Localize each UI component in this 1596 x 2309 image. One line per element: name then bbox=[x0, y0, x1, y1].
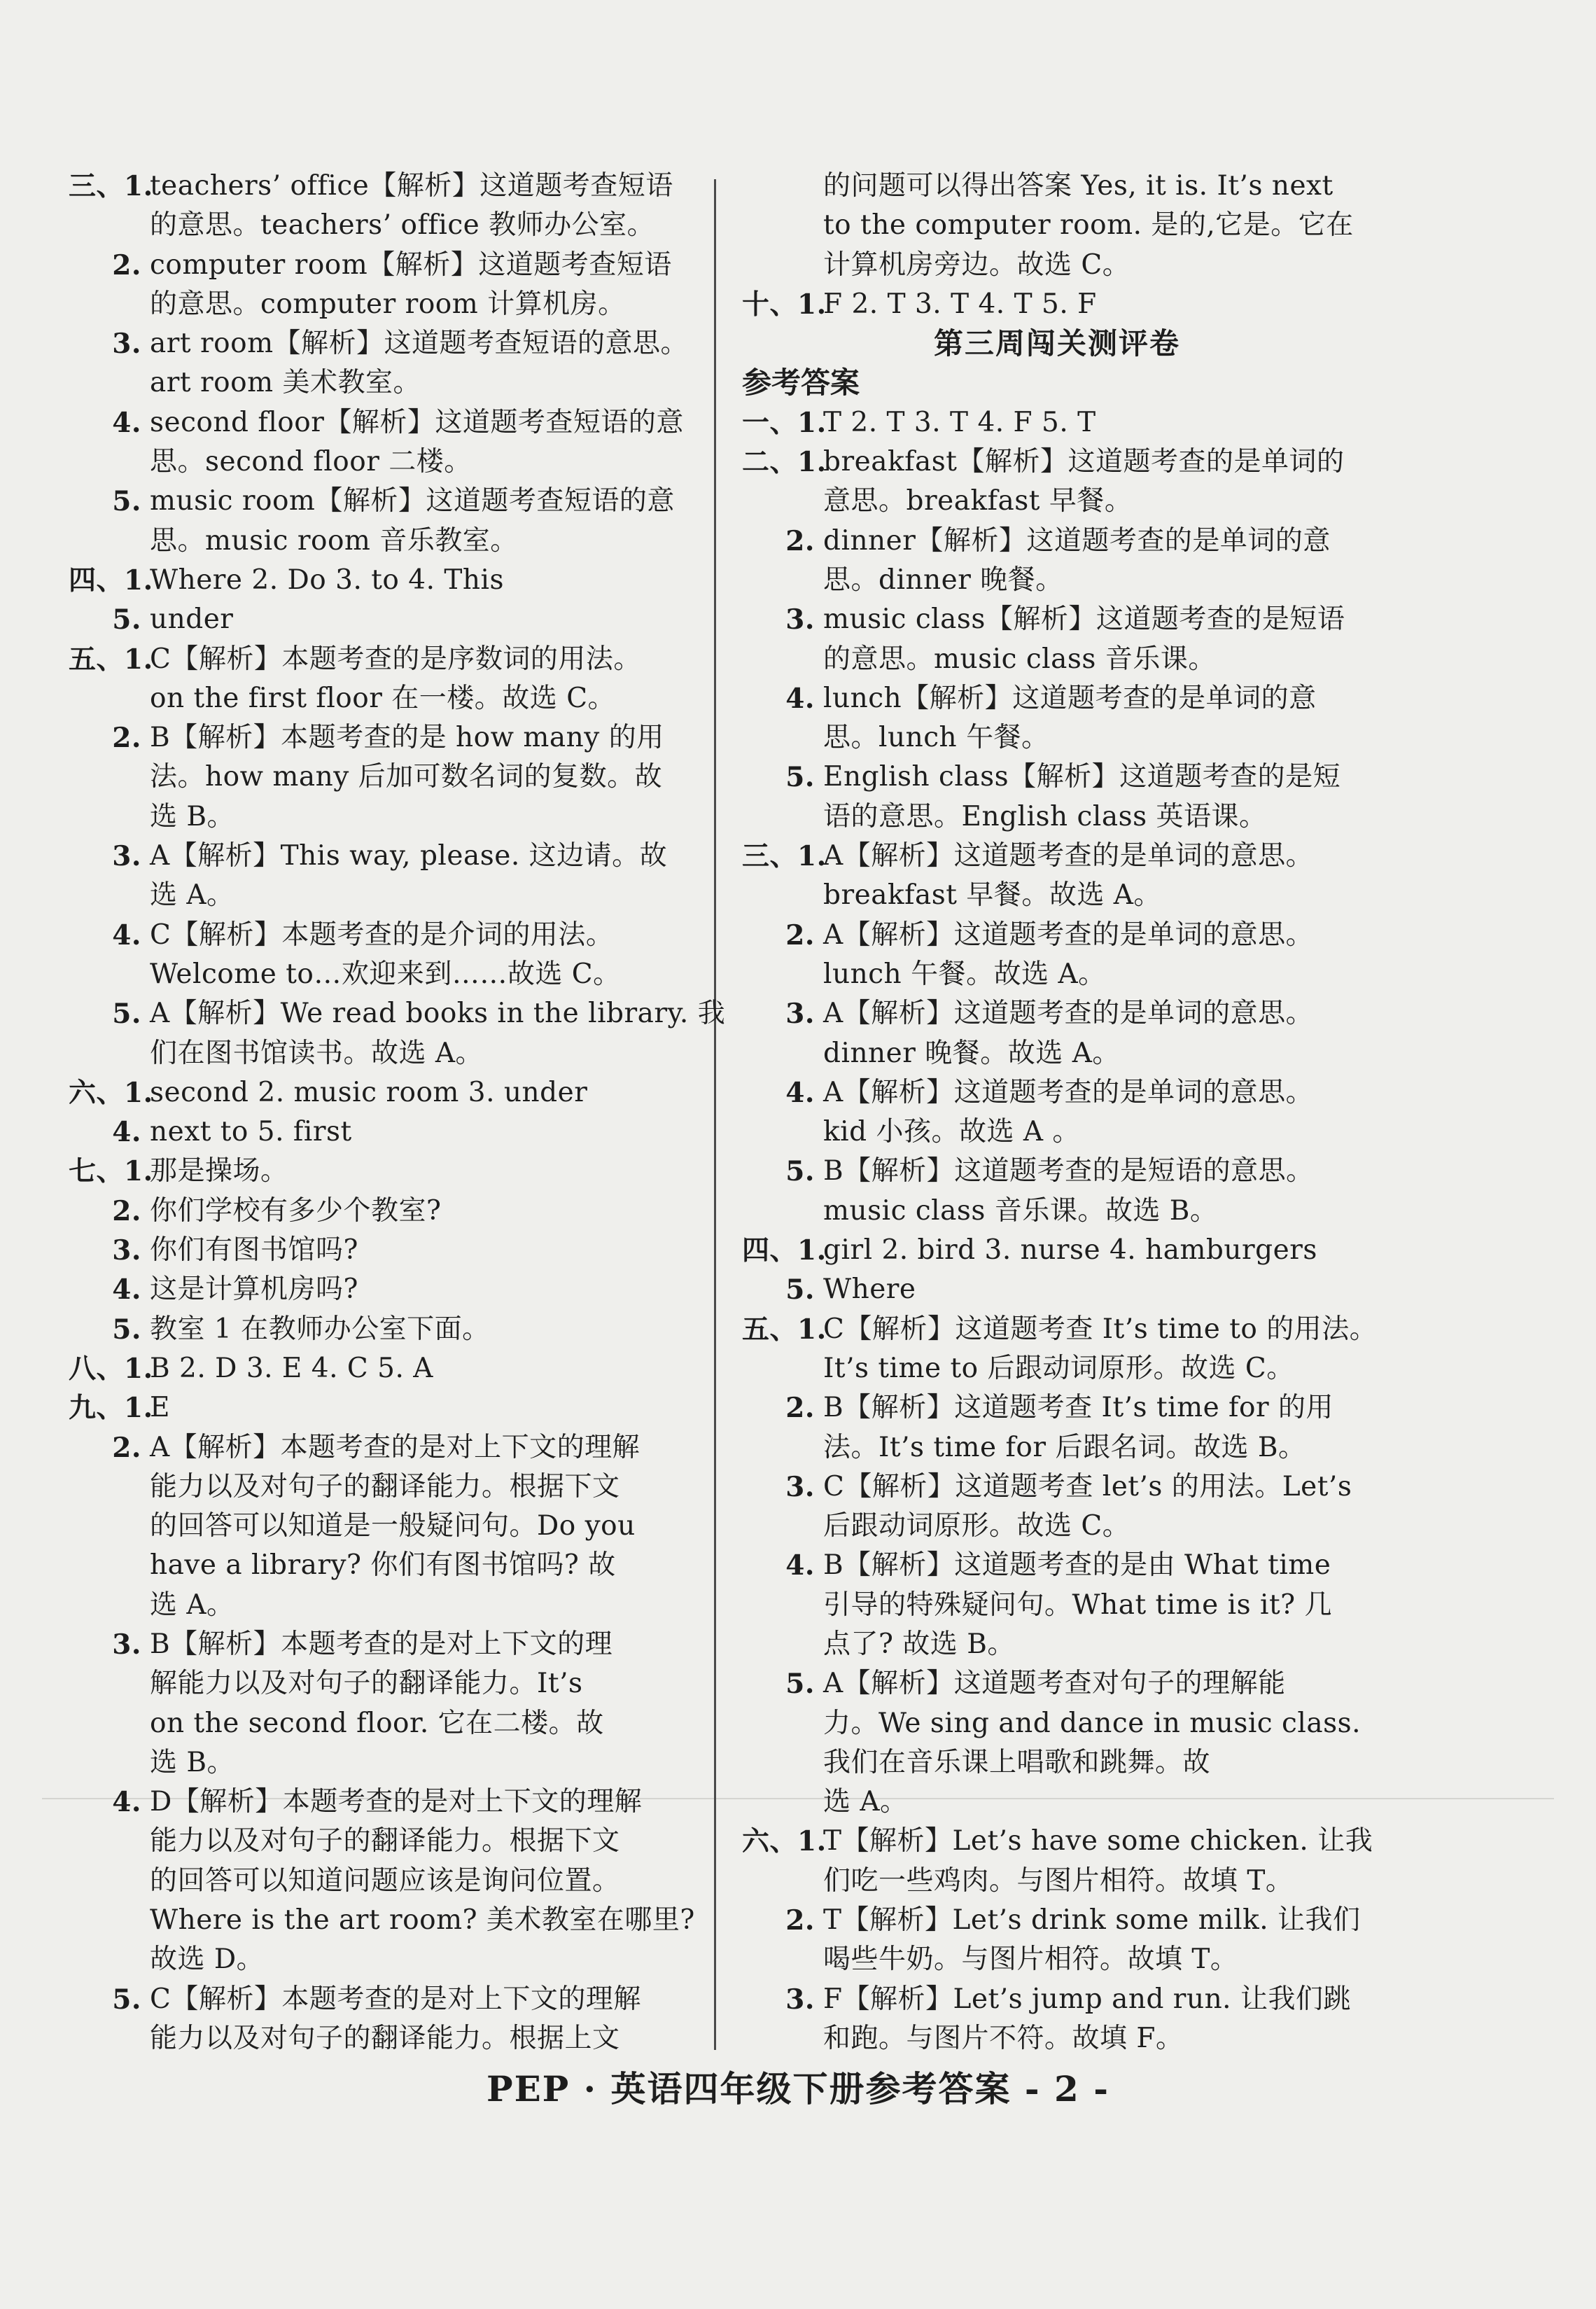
answer-line bbox=[69, 167, 699, 206]
answer-line bbox=[69, 1270, 699, 1309]
answer-line bbox=[742, 1940, 1372, 1979]
answer-text: A【解析】This way, please. 这边请。故 bbox=[150, 840, 668, 872]
answer-line bbox=[742, 1192, 1372, 1231]
answer-text: A【解析】这道题考查对句子的理解能 bbox=[823, 1668, 1286, 1700]
item-number: 九、1. bbox=[69, 1392, 153, 1425]
answer-line bbox=[69, 1073, 699, 1112]
answer-text: 法。It’s time for 后跟名词。故选 B。 bbox=[823, 1431, 1306, 1463]
answer-line bbox=[69, 758, 699, 797]
answer-text: 我们在音乐课上唱歌和跳舞。故 bbox=[823, 1746, 1211, 1778]
answer-line bbox=[742, 1980, 1372, 2019]
right-column bbox=[742, 167, 1378, 2058]
answer-line bbox=[69, 1664, 699, 1703]
answer-text: under bbox=[150, 604, 234, 636]
answer-line bbox=[742, 994, 1372, 1033]
answer-text: 选 B。 bbox=[150, 1746, 235, 1778]
answer-line bbox=[69, 994, 726, 1033]
answer-text: E bbox=[150, 1392, 170, 1424]
answer-text: Welcome to…欢迎来到……故选 C。 bbox=[150, 958, 621, 990]
answer-text: Where is the art room? 美术教室在哪里? bbox=[150, 1904, 695, 1937]
answer-line bbox=[742, 1822, 1372, 1861]
answer-text: A【解析】这道题考查的是单词的意思。 bbox=[823, 919, 1314, 951]
answer-text: music class 音乐课。故选 B。 bbox=[823, 1194, 1218, 1227]
answer-line bbox=[69, 1783, 699, 1822]
answer-text: B【解析】本题考查的是对上下文的理 bbox=[150, 1628, 613, 1660]
answer-line bbox=[69, 916, 699, 955]
item-number: 八、1. bbox=[69, 1352, 153, 1385]
left-column bbox=[69, 167, 726, 2058]
answer-line bbox=[69, 1112, 699, 1152]
answer-text: art room【解析】这道题考查短语的意思。 bbox=[150, 328, 689, 360]
item-number: 4. bbox=[785, 1549, 815, 1582]
answer-line bbox=[69, 837, 699, 876]
answer-line bbox=[742, 876, 1372, 915]
answer-line bbox=[69, 1586, 699, 1625]
section-title: 第三周闯关测评卷 bbox=[933, 326, 1180, 361]
answer-line bbox=[69, 1428, 699, 1467]
answer-text: Where 2. Do 3. to 4. This bbox=[150, 564, 505, 596]
column-divider bbox=[714, 179, 716, 2050]
answer-text: breakfast【解析】这道题考查的是单词的 bbox=[823, 446, 1345, 478]
answer-line bbox=[69, 482, 699, 521]
item-number: 3. bbox=[112, 840, 141, 873]
answer-line bbox=[69, 640, 699, 679]
answer-line bbox=[742, 1625, 1372, 1664]
right-top-answers bbox=[742, 167, 1372, 324]
answer-text: T【解析】Let’s have some chicken. 让我 bbox=[823, 1825, 1373, 1857]
answer-line bbox=[69, 1507, 699, 1546]
item-number: 2. bbox=[112, 1194, 141, 1227]
answer-text: A【解析】这道题考查的是单词的意思。 bbox=[823, 998, 1314, 1030]
answer-text: 计算机房旁边。故选 C。 bbox=[823, 249, 1130, 281]
item-number: 三、1. bbox=[742, 840, 827, 873]
answer-text: It’s time to 后跟动词原形。故选 C。 bbox=[823, 1352, 1294, 1384]
right-bottom-answers bbox=[742, 403, 1378, 2058]
answer-line bbox=[742, 1428, 1372, 1467]
item-number: 3. bbox=[785, 1470, 815, 1503]
answer-line bbox=[742, 640, 1372, 679]
answer-text: B【解析】这道题考查的是由 What time bbox=[823, 1549, 1331, 1582]
answer-text: to the computer room. 是的,它是。它在 bbox=[823, 209, 1354, 242]
answer-line bbox=[742, 561, 1372, 600]
answer-line bbox=[69, 1034, 699, 1073]
answer-line bbox=[742, 206, 1372, 245]
answer-text: B【解析】这道题考查 It’s time for 的用 bbox=[823, 1392, 1334, 1424]
item-number: 2. bbox=[785, 1392, 815, 1425]
answer-text: C【解析】这道题考查 let’s 的用法。Let’s bbox=[823, 1470, 1352, 1502]
answer-text: A【解析】这道题考查的是单词的意思。 bbox=[823, 840, 1314, 872]
answer-text: 你们学校有多少个教室? bbox=[150, 1194, 442, 1227]
answer-line bbox=[69, 1822, 699, 1861]
item-number: 2. bbox=[112, 722, 141, 755]
answer-line bbox=[742, 1467, 1372, 1507]
answer-text: 能力以及对句子的翻译能力。根据下文 bbox=[150, 1470, 620, 1502]
answer-line bbox=[69, 442, 699, 482]
item-number: 4. bbox=[112, 1116, 141, 1149]
answer-line bbox=[69, 1862, 699, 1901]
answer-line bbox=[742, 285, 1372, 324]
answer-line bbox=[742, 1388, 1372, 1428]
answer-line bbox=[69, 797, 699, 837]
answer-text: 的意思。computer room 计算机房。 bbox=[150, 288, 626, 320]
answer-line bbox=[69, 403, 699, 442]
answer-line bbox=[69, 1546, 699, 1585]
item-number: 5. bbox=[112, 998, 141, 1031]
answer-line bbox=[69, 679, 699, 718]
answer-line bbox=[742, 246, 1372, 285]
answer-text: teachers’ office【解析】这道题考查短语 bbox=[150, 170, 673, 202]
item-number: 四、1. bbox=[69, 564, 153, 597]
item-number: 3. bbox=[112, 1234, 141, 1267]
answer-line bbox=[742, 1862, 1372, 1901]
item-number: 六、1. bbox=[69, 1076, 153, 1109]
answer-line bbox=[742, 1704, 1372, 1743]
answer-text: music class【解析】这道题考查的是短语 bbox=[823, 604, 1345, 636]
answer-line bbox=[69, 561, 699, 600]
item-number: 2. bbox=[112, 1431, 141, 1464]
answer-text: on the second floor. 它在二楼。故 bbox=[150, 1707, 604, 1739]
answer-text: 意思。breakfast 早餐。 bbox=[823, 485, 1133, 517]
answer-text: 选 A。 bbox=[150, 879, 234, 912]
answer-text: 教室 1 在教师办公室下面。 bbox=[150, 1313, 490, 1345]
answer-line bbox=[742, 522, 1372, 561]
answer-text: breakfast 早餐。故选 A。 bbox=[823, 879, 1161, 912]
item-number: 3. bbox=[785, 604, 815, 636]
item-number: 5. bbox=[112, 1983, 141, 2016]
answer-text: F 2. T 3. T 4. T 5. F bbox=[823, 288, 1097, 320]
item-number: 3. bbox=[112, 1628, 141, 1661]
answer-text: dinner 晚餐。故选 A。 bbox=[823, 1037, 1120, 1069]
answer-text: 选 A。 bbox=[150, 1589, 234, 1621]
answer-text: 思。music room 音乐教室。 bbox=[150, 524, 518, 557]
answer-text: A【解析】这道题考查的是单词的意思。 bbox=[823, 1076, 1314, 1108]
item-number: 2. bbox=[785, 1904, 815, 1937]
answer-text: 们在图书馆读书。故选 A。 bbox=[150, 1037, 484, 1069]
item-number: 2. bbox=[785, 919, 815, 951]
answer-text: 那是操场。 bbox=[150, 1155, 288, 1187]
answer-text: C【解析】本题考查的是序数词的用法。 bbox=[150, 643, 641, 675]
item-number: 四、1. bbox=[742, 1234, 827, 1267]
item-number: 一、1. bbox=[742, 406, 827, 439]
answer-line bbox=[69, 1743, 699, 1783]
answer-line bbox=[742, 1349, 1372, 1388]
item-number: 七、1. bbox=[69, 1155, 153, 1188]
answer-line bbox=[69, 1704, 699, 1743]
item-number: 4. bbox=[785, 1076, 815, 1109]
answers-label: 参考答案 bbox=[742, 365, 860, 400]
item-number: 2. bbox=[112, 249, 141, 281]
answer-text: 点了? 故选 B。 bbox=[823, 1628, 1015, 1660]
answer-line bbox=[742, 1034, 1372, 1073]
item-number: 5. bbox=[785, 1155, 815, 1188]
answer-text: on the first floor 在一楼。故选 C。 bbox=[150, 682, 616, 714]
item-number: 3. bbox=[112, 328, 141, 361]
item-number: 5. bbox=[785, 1668, 815, 1701]
answer-text: B 2. D 3. E 4. C 5. A bbox=[150, 1352, 433, 1384]
answer-line bbox=[742, 1152, 1372, 1191]
answer-text: second 2. music room 3. under bbox=[150, 1076, 588, 1108]
answer-text: 和跑。与图片不符。故填 F。 bbox=[823, 2022, 1184, 2054]
answer-line bbox=[742, 955, 1372, 994]
answer-text: 解能力以及对句子的翻译能力。It’s bbox=[150, 1668, 583, 1700]
answer-line bbox=[742, 916, 1372, 955]
answer-line bbox=[69, 1467, 699, 1507]
answer-line bbox=[742, 167, 1372, 206]
answer-line bbox=[69, 363, 699, 403]
answer-line bbox=[69, 2019, 699, 2058]
answer-text: C【解析】本题考查的是对上下文的理解 bbox=[150, 1983, 641, 2015]
answer-text: 思。lunch 午餐。 bbox=[823, 722, 1049, 754]
answer-line bbox=[69, 324, 699, 363]
item-number: 4. bbox=[112, 1274, 141, 1306]
answer-line bbox=[69, 1231, 699, 1270]
answer-line bbox=[742, 482, 1372, 521]
answer-text: 们吃一些鸡肉。与图片相符。故填 T。 bbox=[823, 1864, 1294, 1897]
answer-line bbox=[742, 679, 1372, 718]
answer-line bbox=[69, 1310, 699, 1349]
answer-line bbox=[69, 1980, 699, 2019]
answer-line bbox=[69, 1901, 699, 1940]
item-number: 二、1. bbox=[742, 446, 827, 479]
answer-line bbox=[742, 1546, 1372, 1585]
answer-line bbox=[742, 1586, 1372, 1625]
answer-text: B【解析】本题考查的是 how many 的用 bbox=[150, 722, 664, 754]
answer-text: T【解析】Let’s drink some milk. 让我们 bbox=[823, 1904, 1361, 1937]
answer-line bbox=[69, 600, 699, 639]
answer-text: girl 2. bird 3. nurse 4. hamburgers bbox=[823, 1234, 1317, 1267]
answer-line bbox=[742, 442, 1372, 482]
answer-line bbox=[69, 1625, 699, 1664]
answer-text: 法。how many 后加可数名词的复数。故 bbox=[150, 761, 663, 793]
item-number: 十、1. bbox=[742, 288, 827, 321]
answer-line bbox=[742, 837, 1372, 876]
answer-line bbox=[69, 1349, 699, 1388]
answer-text: 选 A。 bbox=[823, 1786, 908, 1818]
answer-text: D【解析】本题考查的是对上下文的理解 bbox=[150, 1786, 643, 1818]
answer-text: 思。second floor 二楼。 bbox=[150, 446, 472, 478]
item-number: 五、1. bbox=[742, 1313, 827, 1346]
answer-text: second floor【解析】这道题考查短语的意 bbox=[150, 406, 684, 438]
item-number: 5. bbox=[112, 604, 141, 636]
answer-line bbox=[742, 1112, 1372, 1152]
answer-text: A【解析】本题考查的是对上下文的理解 bbox=[150, 1431, 640, 1463]
answer-line bbox=[69, 876, 699, 915]
answer-line bbox=[742, 758, 1372, 797]
answer-text: F【解析】Let’s jump and run. 让我们跳 bbox=[823, 1983, 1351, 2015]
answer-text: Where bbox=[823, 1274, 916, 1306]
answer-line bbox=[742, 1664, 1372, 1703]
answer-text: have a library? 你们有图书馆吗? 故 bbox=[150, 1549, 616, 1582]
page-footer: PEP · 英语四年级下册参考答案 - 2 - bbox=[486, 2068, 1110, 2109]
answer-text: 故选 D。 bbox=[150, 1944, 265, 1976]
answer-text: 能力以及对句子的翻译能力。根据上文 bbox=[150, 2022, 620, 2054]
item-number: 三、1. bbox=[69, 170, 153, 202]
answer-text: 力。We sing and dance in music class. bbox=[823, 1707, 1362, 1739]
answer-text: next to 5. first bbox=[150, 1116, 352, 1148]
answer-line bbox=[742, 1783, 1372, 1822]
answer-line bbox=[742, 600, 1372, 639]
answer-text: T 2. T 3. T 4. F 5. T bbox=[823, 406, 1096, 438]
answer-line bbox=[742, 403, 1372, 442]
answer-line bbox=[69, 718, 699, 758]
item-number: 六、1. bbox=[742, 1825, 827, 1858]
answer-line bbox=[742, 1507, 1372, 1546]
answer-line bbox=[69, 1940, 699, 1979]
answer-text: 后跟动词原形。故选 C。 bbox=[823, 1510, 1130, 1542]
answer-line bbox=[69, 955, 699, 994]
answer-line bbox=[69, 522, 699, 561]
answer-text: art room 美术教室。 bbox=[150, 367, 421, 399]
item-number: 5. bbox=[785, 1274, 815, 1306]
answer-text: 喝些牛奶。与图片相符。故填 T。 bbox=[823, 1944, 1238, 1976]
answer-text: kid 小孩。故选 A 。 bbox=[823, 1116, 1080, 1148]
answer-text: B【解析】这道题考查的是短语的意思。 bbox=[823, 1155, 1314, 1187]
item-number: 4. bbox=[112, 406, 141, 439]
answer-text: 这是计算机房吗? bbox=[150, 1274, 358, 1306]
answer-line bbox=[742, 1310, 1378, 1349]
answer-line bbox=[742, 1231, 1372, 1270]
answer-text: 的问题可以得出答案 Yes, it is. It’s next bbox=[823, 170, 1334, 202]
answer-line bbox=[742, 1743, 1372, 1783]
item-number: 4. bbox=[785, 682, 815, 715]
answer-text: lunch 午餐。故选 A。 bbox=[823, 958, 1106, 990]
answer-text: lunch【解析】这道题考查的是单词的意 bbox=[823, 682, 1317, 714]
answer-text: 能力以及对句子的翻译能力。根据下文 bbox=[150, 1825, 620, 1857]
item-number: 3. bbox=[785, 998, 815, 1031]
answer-text: C【解析】本题考查的是介词的用法。 bbox=[150, 919, 614, 951]
item-number: 五、1. bbox=[69, 643, 153, 676]
answer-line bbox=[69, 285, 699, 324]
answer-text: 的回答可以知道问题应该是询问位置。 bbox=[150, 1864, 620, 1897]
answer-line bbox=[742, 1901, 1372, 1940]
item-number: 5. bbox=[112, 1313, 141, 1346]
answer-text: 引导的特殊疑问句。What time is it? 几 bbox=[823, 1589, 1332, 1621]
answer-text: music room【解析】这道题考查短语的意 bbox=[150, 485, 675, 517]
answer-line bbox=[69, 1388, 699, 1428]
answer-line bbox=[69, 1152, 699, 1191]
answer-text: 思。dinner 晚餐。 bbox=[823, 564, 1063, 596]
item-number: 5. bbox=[112, 485, 141, 518]
answer-text: 的意思。music class 音乐课。 bbox=[823, 643, 1216, 675]
item-number: 3. bbox=[785, 1983, 815, 2016]
answer-line bbox=[69, 206, 699, 245]
answer-text: computer room【解析】这道题考查短语 bbox=[150, 249, 672, 281]
answer-line bbox=[69, 246, 699, 285]
item-number: 2. bbox=[785, 524, 815, 557]
answer-line bbox=[742, 1073, 1372, 1112]
answer-text: 的回答可以知道是一般疑问句。Do you bbox=[150, 1510, 636, 1542]
answer-line bbox=[742, 797, 1372, 837]
answer-text: 的意思。teachers’ office 教师办公室。 bbox=[150, 209, 655, 242]
answer-line bbox=[742, 1270, 1372, 1309]
answer-text: 你们有图书馆吗? bbox=[150, 1234, 358, 1267]
answer-text: English class【解析】这道题考查的是短 bbox=[823, 761, 1341, 793]
item-number: 4. bbox=[112, 919, 141, 951]
answer-text: dinner【解析】这道题考查的是单词的意 bbox=[823, 524, 1331, 557]
answer-text: C【解析】这道题考查 It’s time to 的用法。 bbox=[823, 1313, 1378, 1345]
item-number: 5. bbox=[785, 761, 815, 794]
answer-line bbox=[742, 2019, 1372, 2058]
answer-line bbox=[742, 718, 1372, 758]
answer-line bbox=[69, 1192, 699, 1231]
answer-text: A【解析】We read books in the library. 我 bbox=[150, 998, 726, 1030]
answer-text: 语的意思。English class 英语课。 bbox=[823, 800, 1267, 832]
item-number: 4. bbox=[112, 1786, 141, 1819]
answer-text: 选 B。 bbox=[150, 800, 235, 832]
